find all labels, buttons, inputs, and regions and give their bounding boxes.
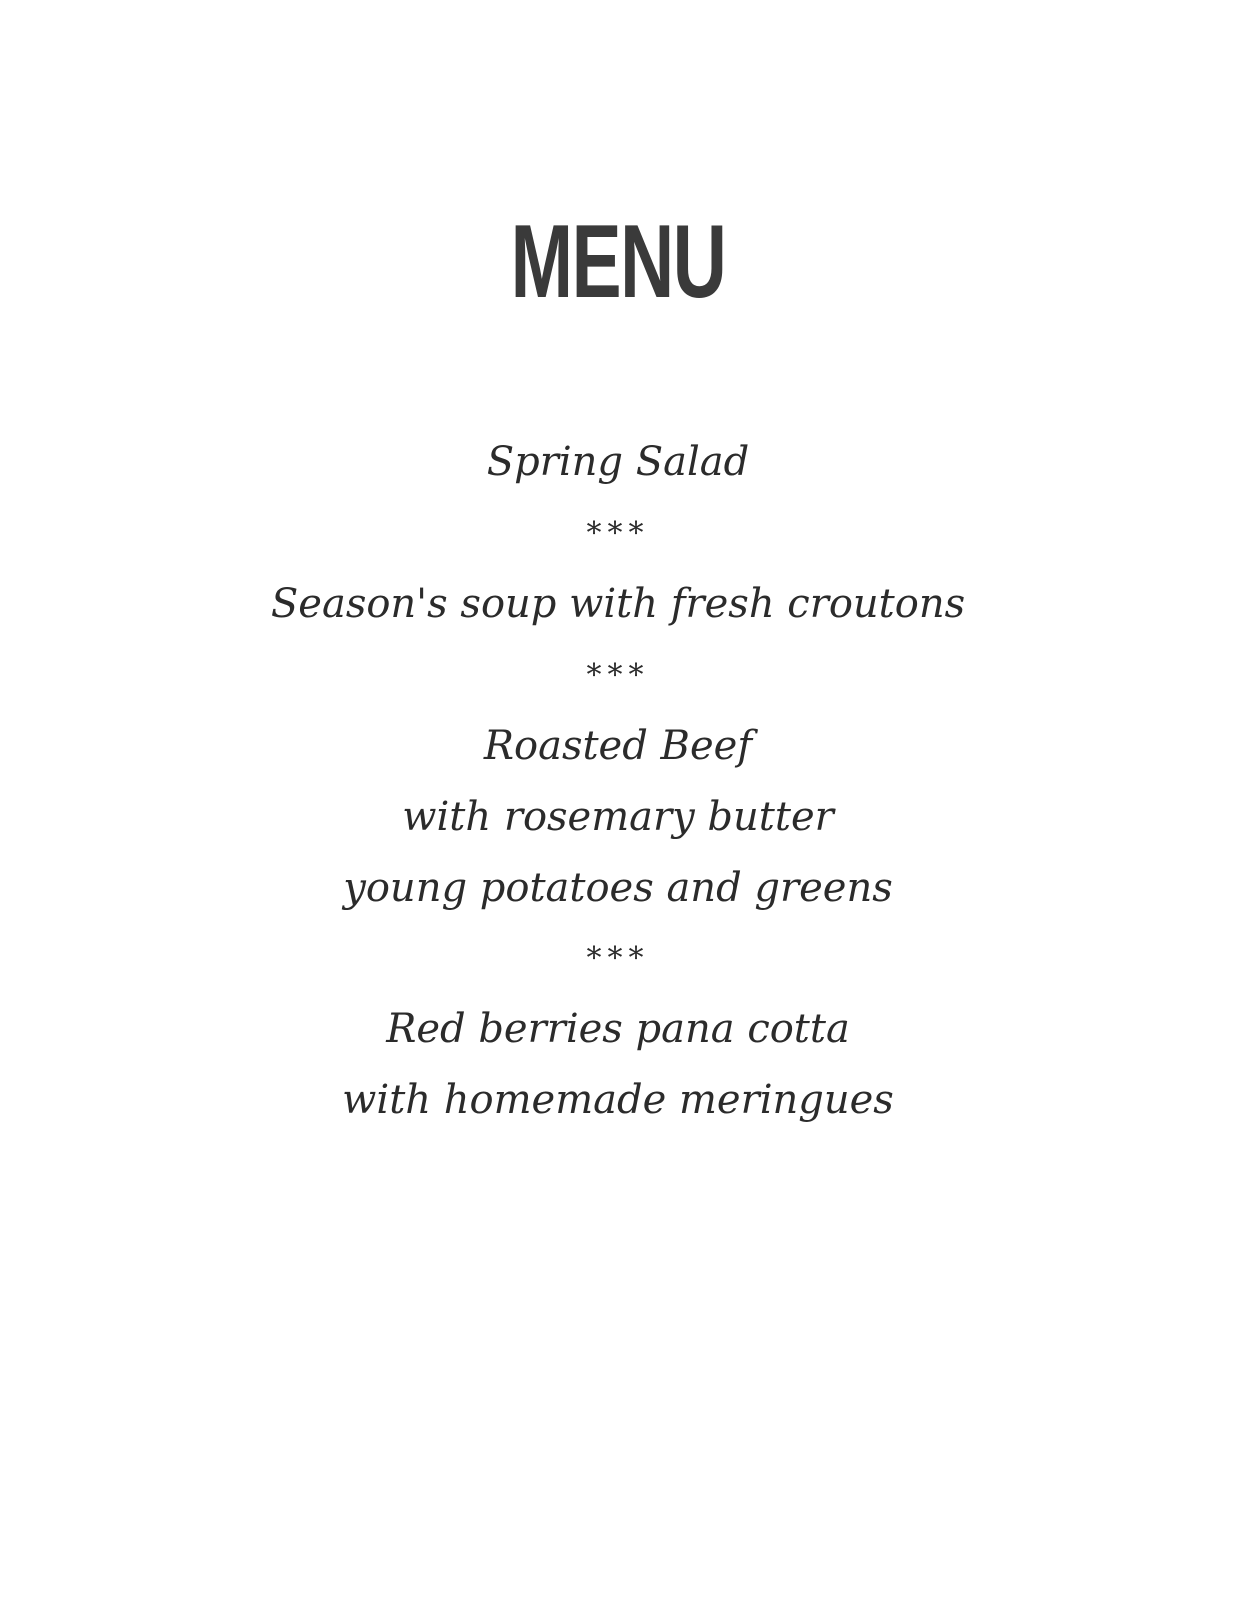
separator-1: ***	[586, 516, 650, 551]
course-3-line-1: Roasted Beef	[483, 723, 753, 769]
course-4-line-2: with homemade meringues	[342, 1077, 894, 1123]
course-3-line-2: with rosemary butter	[402, 794, 834, 840]
course-1-line-1: Spring Salad	[486, 439, 750, 485]
menu-title: MENU	[510, 204, 726, 320]
course-4-line-1: Red berries pana cotta	[386, 1006, 850, 1052]
separator-2: ***	[586, 658, 650, 693]
course-2-line-1: Season's soup with fresh croutons	[270, 581, 966, 627]
course-3-line-3: young potatoes and greens	[343, 865, 893, 911]
separator-3: ***	[586, 941, 650, 976]
